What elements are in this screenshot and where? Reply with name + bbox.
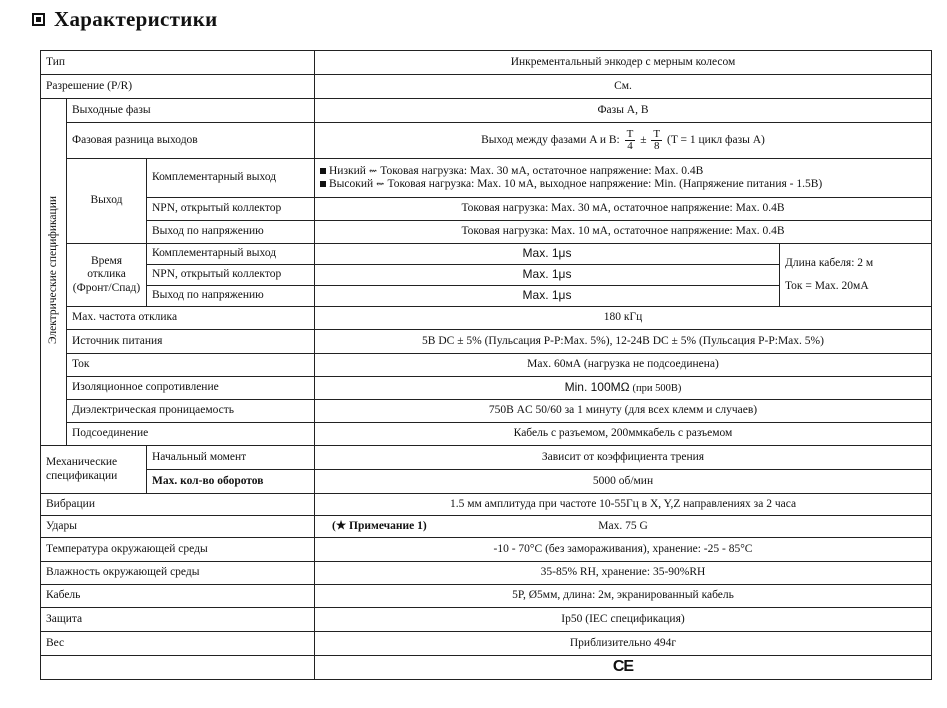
current-label: Ток [67,354,315,377]
table-row [41,608,932,632]
table-row [41,516,932,538]
table-row [41,159,932,198]
response-complementary-value: Max. 1μs [315,244,780,265]
dielectric-value: 750В AC 50/60 за 1 минуту (для всех клемм и случаев) [315,400,932,423]
bullet-icon [320,181,326,187]
ce-mark-icon: CE [612,658,634,676]
resolution-value: См. [315,75,932,99]
cable-label: Кабель [41,585,315,608]
max-freq-value: 180 кГц [315,307,932,330]
insulation-label: Изоляционное сопротивление [67,377,315,400]
shock-value-cell [315,516,932,538]
output-npn-label: NPN, открытый коллектор [147,198,315,221]
table-row [41,538,932,562]
response-time-label: Время отклика (Фронт/Спад) [67,244,147,307]
power-value: 5В DC ± 5% (Пульсация P-P:Max. 5%), 12-24В DC ± 5% (Пульсация P-P:Max. 5%) [315,330,932,354]
table-row [41,354,932,377]
table-row [41,632,932,656]
protection-value: Ip50 (IEC спецификация) [315,608,932,632]
max-freq-label: Max. частота отклика [67,307,315,330]
weight-label: Вес [41,632,315,656]
output-voltage-value: Токовая нагрузка: Max. 10 мА, остаточное напряжение: Max. 0.4В [315,221,932,244]
output-phases-label: Выходные фазы [67,99,315,123]
output-npn-value: Токовая нагрузка: Max. 30 мА, остаточное напряжение: Max. 0.4В [315,198,932,221]
max-rpm-value: 5000 об/мин [315,470,932,494]
phase-diff-label: Фазовая разница выходов [67,123,315,159]
electrical-group-label: Электрические спецификации [41,99,67,446]
mechanical-group-label: Механические спецификации [41,446,147,494]
response-conditions: Длина кабеля: 2 м Ток = Max. 20мА [780,244,932,307]
shock-note: (★ Примечание 1) [332,519,427,532]
section-title-text: Характеристики [54,6,218,31]
response-voltage-label: Выход по напряжению [147,286,315,307]
section-title [32,6,218,32]
table-row [41,656,932,680]
table-row [41,562,932,585]
table-row [41,51,932,75]
approval-value [315,656,932,680]
response-npn-label: NPN, открытый коллектор [147,265,315,286]
table-row [41,470,932,494]
shock-value: Max. 75 G [598,519,648,532]
table-row [41,221,932,244]
output-phases-value: Фазы A, B [315,99,932,123]
table-row [41,423,932,446]
humidity-label: Влажность окружающей среды [41,562,315,585]
specifications-table [40,50,932,680]
response-voltage-value: Max. 1μs [315,286,780,307]
arrow-icon: ⇜ [376,179,385,190]
cable-value: 5P, Ø5мм, длина: 2м, экранированный кабель [315,585,932,608]
table-row [41,307,932,330]
square-bullet-icon [32,13,45,26]
current-value: Max. 60мА (нагрузка не подсоединена) [315,354,932,377]
power-label: Источник питания [67,330,315,354]
output-complementary-value: Низкий ⇜ Токовая нагрузка: Max. 30 мА, остаточное напряжение: Max. 0.4В Высокий ⇜ Токовая нагрузка: Max. 10 мА, выходное напряжение: Min. (Напряжение питания - 1.5В) [315,159,932,198]
output-complementary-label: Комплементарный выход [147,159,315,198]
humidity-value: 35-85% RH, хранение: 35-90%RH [315,562,932,585]
table-row [41,377,932,400]
table-row [41,244,932,265]
output-voltage-label: Выход по напряжению [147,221,315,244]
phase-diff-value: Выход между фазами A и B: $\frac{T}{4}$ ± $\frac{T}{8}$ (T = 1 цикл фазы A) [315,123,932,159]
table-row [41,400,932,423]
table-row [41,198,932,221]
weight-value: Приблизительно 494г [315,632,932,656]
approval-label [41,656,315,680]
table-row [41,585,932,608]
ambient-temp-label: Температура окружающей среды [41,538,315,562]
shock-label: Удары [41,516,315,538]
response-complementary-label: Комплементарный выход [147,244,315,265]
arrow-icon: ⇜ [368,165,378,177]
protection-label: Защита [41,608,315,632]
response-npn-value: Max. 1μs [315,265,780,286]
max-rpm-label: Max. кол-во оборотов [147,470,315,494]
table-row [41,123,932,159]
start-torque-value: Зависит от коэффициента трения [315,446,932,470]
table-row [41,75,932,99]
vibration-label: Вибрации [41,494,315,516]
connection-value: Кабель с разъемом, 200ммкабель с разъемом [315,423,932,446]
start-torque-label: Начальный момент [147,446,315,470]
type-label: Тип [41,51,315,75]
type-value: Инкрементальный энкодер с мерным колесом [315,51,932,75]
bullet-icon [320,168,326,174]
dielectric-label: Диэлектрическая проницаемость [67,400,315,423]
output-label: Выход [67,159,147,244]
vibration-value: 1.5 мм амплитуда при частоте 10-55Гц в X, Y,Z направлениях за 2 часа [315,494,932,516]
insulation-value: Min. 100MΩ (при 500В) [315,377,932,400]
connection-label: Подсоединение [67,423,315,446]
table-row [41,446,932,470]
table-row [41,99,932,123]
table-row [41,494,932,516]
resolution-label: Разрешение (P/R) [41,75,315,99]
ambient-temp-value: -10 - 70°C (без замораживания), хранение: -25 - 85°C [315,538,932,562]
table-row [41,330,932,354]
